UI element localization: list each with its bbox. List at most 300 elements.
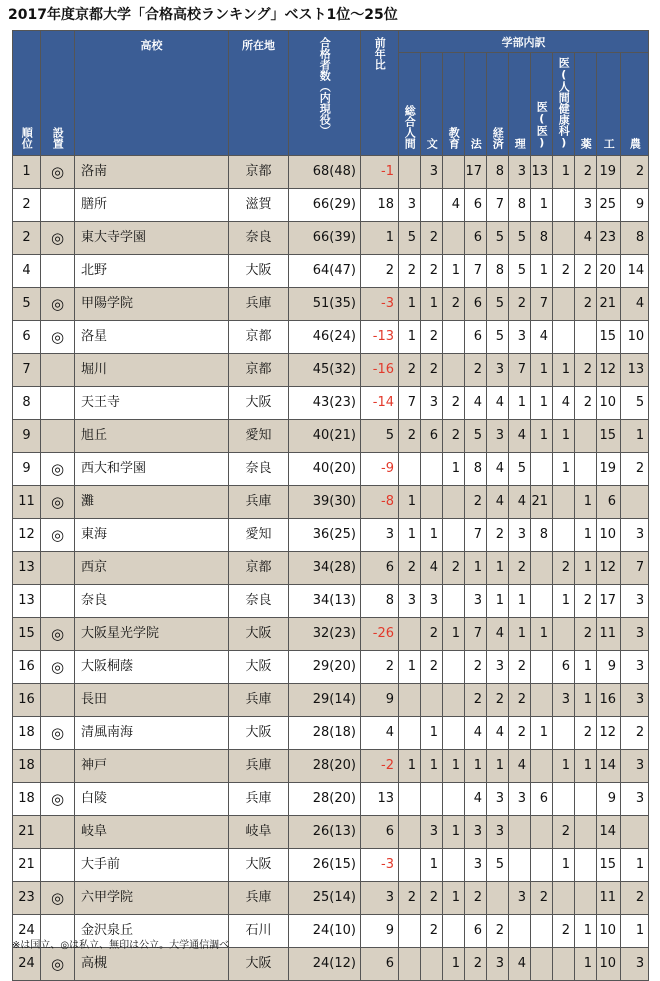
- faculty-count-cell: 5: [487, 849, 509, 882]
- faculty-count-cell: 2: [399, 255, 421, 288]
- faculty-count-cell: 23: [597, 222, 621, 255]
- prev-cell: -16: [361, 354, 399, 387]
- faculty-count-cell: 3: [399, 585, 421, 618]
- faculty-count-cell: 1: [487, 585, 509, 618]
- faculty-count-cell: 2: [465, 882, 487, 915]
- passed-cell: 45(32): [289, 354, 361, 387]
- faculty-count-cell: 1: [531, 189, 553, 222]
- faculty-count-cell: 2: [509, 684, 531, 717]
- location-cell: 兵庫: [229, 882, 289, 915]
- faculty-count-cell: 2: [553, 552, 575, 585]
- faculty-count-cell: 2: [465, 948, 487, 981]
- faculty-count-cell: [443, 717, 465, 750]
- faculty-count-cell: 3: [509, 156, 531, 189]
- faculty-count-cell: 4: [465, 717, 487, 750]
- table-row: [13, 849, 649, 882]
- faculty-count-cell: 1: [421, 717, 443, 750]
- passed-cell: 34(13): [289, 585, 361, 618]
- location-cell: 滋賀: [229, 189, 289, 222]
- faculty-count-cell: 2: [575, 717, 597, 750]
- faculty-count-cell: 2: [421, 651, 443, 684]
- faculty-count-cell: 3: [621, 519, 649, 552]
- faculty-count-cell: 1: [421, 519, 443, 552]
- school-cell: 大阪桐蔭: [75, 651, 229, 684]
- faculty-count-cell: 1: [575, 915, 597, 948]
- faculty-count-cell: 3: [509, 882, 531, 915]
- table-row: [13, 321, 649, 354]
- location-cell: 大阪: [229, 255, 289, 288]
- faculty-count-cell: 17: [597, 585, 621, 618]
- faculty-count-cell: 4: [553, 387, 575, 420]
- faculty-count-cell: 14: [597, 816, 621, 849]
- faculty-count-cell: 8: [465, 453, 487, 486]
- rank-cell: 18: [13, 783, 41, 816]
- prev-cell: 13: [361, 783, 399, 816]
- faculty-count-cell: 3: [465, 849, 487, 882]
- passed-cell: 40(20): [289, 453, 361, 486]
- faculty-count-cell: 2: [621, 717, 649, 750]
- setchi-cell: [41, 585, 75, 618]
- prev-cell: -1: [361, 156, 399, 189]
- setchi-cell: [41, 750, 75, 783]
- faculty-count-cell: 1: [531, 618, 553, 651]
- faculty-count-cell: 2: [421, 255, 443, 288]
- faculty-count-cell: 1: [421, 849, 443, 882]
- faculty-count-cell: 6: [531, 783, 553, 816]
- prev-cell: -3: [361, 849, 399, 882]
- setchi-cell: ◎: [41, 717, 75, 750]
- faculty-count-cell: 7: [621, 552, 649, 585]
- faculty-count-cell: 8: [531, 222, 553, 255]
- faculty-count-cell: 2: [575, 387, 597, 420]
- faculty-count-cell: [553, 519, 575, 552]
- faculty-count-cell: 3: [421, 816, 443, 849]
- faculty-count-cell: 8: [621, 222, 649, 255]
- faculty-count-cell: [421, 189, 443, 222]
- faculty-count-cell: [399, 948, 421, 981]
- faculty-count-cell: 3: [487, 420, 509, 453]
- faculty-count-cell: [399, 717, 421, 750]
- faculty-count-cell: 2: [531, 882, 553, 915]
- location-cell: 京都: [229, 354, 289, 387]
- location-cell: 兵庫: [229, 783, 289, 816]
- faculty-count-cell: 13: [621, 354, 649, 387]
- prev-cell: 3: [361, 882, 399, 915]
- faculty-count-cell: 2: [575, 585, 597, 618]
- prev-cell: 18: [361, 189, 399, 222]
- faculty-count-cell: [399, 156, 421, 189]
- prev-cell: 1: [361, 222, 399, 255]
- faculty-count-cell: 1: [575, 552, 597, 585]
- header-location: 所在地: [229, 31, 289, 156]
- faculty-count-cell: [531, 816, 553, 849]
- faculty-count-cell: [553, 222, 575, 255]
- school-cell: 堀川: [75, 354, 229, 387]
- faculty-count-cell: 5: [509, 255, 531, 288]
- faculty-count-cell: 3: [509, 783, 531, 816]
- faculty-count-cell: 17: [465, 156, 487, 189]
- faculty-count-cell: 1: [553, 453, 575, 486]
- faculty-count-cell: 7: [465, 618, 487, 651]
- faculty-count-cell: 4: [465, 783, 487, 816]
- faculty-count-cell: [399, 684, 421, 717]
- passed-cell: 29(14): [289, 684, 361, 717]
- faculty-count-cell: [553, 882, 575, 915]
- location-cell: 石川: [229, 915, 289, 948]
- faculty-count-cell: 6: [597, 486, 621, 519]
- faculty-count-cell: 20: [597, 255, 621, 288]
- faculty-count-cell: 7: [531, 288, 553, 321]
- school-cell: 天王寺: [75, 387, 229, 420]
- faculty-count-cell: 12: [597, 552, 621, 585]
- location-cell: 兵庫: [229, 486, 289, 519]
- school-cell: 白陵: [75, 783, 229, 816]
- faculty-count-cell: [531, 915, 553, 948]
- faculty-count-cell: 4: [421, 552, 443, 585]
- faculty-count-cell: 10: [597, 519, 621, 552]
- setchi-cell: [41, 552, 75, 585]
- school-cell: 六甲学院: [75, 882, 229, 915]
- faculty-count-cell: 1: [443, 882, 465, 915]
- passed-cell: 66(39): [289, 222, 361, 255]
- faculty-count-cell: 2: [399, 420, 421, 453]
- faculty-count-cell: [443, 354, 465, 387]
- school-cell: 奈良: [75, 585, 229, 618]
- setchi-cell: ◎: [41, 618, 75, 651]
- passed-cell: 51(35): [289, 288, 361, 321]
- faculty-count-cell: 2: [443, 552, 465, 585]
- faculty-count-cell: 2: [465, 486, 487, 519]
- prev-cell: 2: [361, 255, 399, 288]
- faculty-count-cell: 4: [465, 387, 487, 420]
- faculty-count-cell: 2: [465, 684, 487, 717]
- rank-cell: 24: [13, 948, 41, 981]
- school-cell: 甲陽学院: [75, 288, 229, 321]
- location-cell: 岐阜: [229, 816, 289, 849]
- faculty-count-cell: 4: [443, 189, 465, 222]
- passed-cell: 36(25): [289, 519, 361, 552]
- rank-cell: 2: [13, 189, 41, 222]
- prev-cell: 3: [361, 519, 399, 552]
- faculty-count-cell: 2: [487, 519, 509, 552]
- faculty-count-cell: [509, 816, 531, 849]
- faculty-count-cell: 3: [509, 321, 531, 354]
- passed-cell: 26(13): [289, 816, 361, 849]
- table-row: [13, 651, 649, 684]
- faculty-count-cell: [399, 849, 421, 882]
- header-prev: 前年比: [361, 31, 399, 156]
- table-row: [13, 552, 649, 585]
- faculty-count-cell: 2: [575, 354, 597, 387]
- header-faculty: 工: [597, 53, 621, 156]
- location-cell: 大阪: [229, 849, 289, 882]
- faculty-count-cell: 2: [575, 618, 597, 651]
- faculty-count-cell: 1: [621, 915, 649, 948]
- faculty-count-cell: [531, 453, 553, 486]
- faculty-count-cell: 10: [597, 915, 621, 948]
- passed-cell: 24(12): [289, 948, 361, 981]
- prev-cell: 6: [361, 948, 399, 981]
- faculty-count-cell: 14: [597, 750, 621, 783]
- faculty-count-cell: 4: [487, 387, 509, 420]
- location-cell: 京都: [229, 321, 289, 354]
- school-cell: 大手前: [75, 849, 229, 882]
- faculty-count-cell: 4: [509, 750, 531, 783]
- passed-cell: 34(28): [289, 552, 361, 585]
- faculty-count-cell: 6: [421, 420, 443, 453]
- prev-cell: 5: [361, 420, 399, 453]
- school-cell: 洛星: [75, 321, 229, 354]
- faculty-count-cell: 1: [443, 750, 465, 783]
- header-faculty: 法: [465, 53, 487, 156]
- faculty-count-cell: [553, 486, 575, 519]
- faculty-count-cell: 2: [465, 651, 487, 684]
- prev-cell: -9: [361, 453, 399, 486]
- school-cell: 東大寺学園: [75, 222, 229, 255]
- faculty-count-cell: 2: [487, 915, 509, 948]
- faculty-count-cell: 1: [443, 816, 465, 849]
- faculty-count-cell: [421, 783, 443, 816]
- faculty-count-cell: 5: [621, 387, 649, 420]
- faculty-count-cell: 2: [465, 354, 487, 387]
- table-row: [13, 717, 649, 750]
- faculty-count-cell: 4: [509, 420, 531, 453]
- rank-cell: 23: [13, 882, 41, 915]
- faculty-count-cell: 3: [553, 684, 575, 717]
- faculty-count-cell: 7: [399, 387, 421, 420]
- faculty-count-cell: 1: [465, 750, 487, 783]
- faculty-count-cell: 5: [399, 222, 421, 255]
- passed-cell: 28(18): [289, 717, 361, 750]
- faculty-count-cell: [553, 288, 575, 321]
- rank-cell: 13: [13, 585, 41, 618]
- faculty-count-cell: 2: [621, 156, 649, 189]
- faculty-count-cell: 3: [487, 651, 509, 684]
- faculty-count-cell: 2: [421, 354, 443, 387]
- faculty-count-cell: 3: [465, 816, 487, 849]
- school-cell: 西大和学園: [75, 453, 229, 486]
- faculty-count-cell: [421, 684, 443, 717]
- faculty-count-cell: 6: [465, 915, 487, 948]
- passed-cell: 43(23): [289, 387, 361, 420]
- table-header: [13, 31, 649, 156]
- rank-cell: 6: [13, 321, 41, 354]
- prev-cell: -14: [361, 387, 399, 420]
- page-title: 2017年度京都大学「合格高校ランキング」ベスト1位〜25位: [8, 7, 398, 23]
- rank-cell: 4: [13, 255, 41, 288]
- faculty-count-cell: 4: [487, 618, 509, 651]
- faculty-count-cell: 1: [621, 420, 649, 453]
- header-faculty: 医(医): [531, 53, 553, 156]
- faculty-count-cell: 9: [597, 651, 621, 684]
- faculty-count-cell: 1: [399, 519, 421, 552]
- setchi-cell: [41, 255, 75, 288]
- faculty-count-cell: 1: [575, 948, 597, 981]
- faculty-count-cell: 2: [553, 255, 575, 288]
- passed-cell: 26(15): [289, 849, 361, 882]
- faculty-count-cell: 12: [597, 717, 621, 750]
- faculty-count-cell: 4: [509, 486, 531, 519]
- location-cell: 兵庫: [229, 750, 289, 783]
- faculty-count-cell: 25: [597, 189, 621, 222]
- faculty-count-cell: 3: [621, 585, 649, 618]
- faculty-count-cell: 11: [597, 618, 621, 651]
- rank-cell: 13: [13, 552, 41, 585]
- faculty-count-cell: [443, 585, 465, 618]
- setchi-cell: ◎: [41, 321, 75, 354]
- passed-cell: 66(29): [289, 189, 361, 222]
- faculty-count-cell: 3: [621, 684, 649, 717]
- location-cell: 愛知: [229, 519, 289, 552]
- faculty-count-cell: [531, 552, 553, 585]
- faculty-count-cell: [553, 189, 575, 222]
- location-cell: 兵庫: [229, 288, 289, 321]
- header-faculty: 医(人間健康科): [553, 53, 575, 156]
- setchi-cell: [41, 849, 75, 882]
- faculty-count-cell: 2: [509, 717, 531, 750]
- rank-cell: 11: [13, 486, 41, 519]
- faculty-count-cell: 1: [443, 948, 465, 981]
- faculty-count-cell: [553, 717, 575, 750]
- faculty-count-cell: 6: [465, 189, 487, 222]
- faculty-count-cell: [531, 684, 553, 717]
- setchi-cell: ◎: [41, 651, 75, 684]
- faculty-count-cell: 3: [487, 948, 509, 981]
- faculty-count-cell: 3: [621, 750, 649, 783]
- passed-cell: 32(23): [289, 618, 361, 651]
- rank-cell: 9: [13, 420, 41, 453]
- prev-cell: 2: [361, 651, 399, 684]
- faculty-count-cell: 5: [509, 222, 531, 255]
- table-row: [13, 255, 649, 288]
- faculty-count-cell: 3: [575, 189, 597, 222]
- faculty-count-cell: 8: [487, 255, 509, 288]
- setchi-cell: ◎: [41, 948, 75, 981]
- faculty-count-cell: 1: [531, 717, 553, 750]
- school-cell: 西京: [75, 552, 229, 585]
- faculty-count-cell: 1: [421, 288, 443, 321]
- prev-cell: 8: [361, 585, 399, 618]
- faculty-count-cell: 2: [443, 387, 465, 420]
- rank-cell: 21: [13, 816, 41, 849]
- header-setchi: 設置: [41, 31, 75, 156]
- rank-cell: 16: [13, 651, 41, 684]
- school-cell: 洛南: [75, 156, 229, 189]
- passed-cell: 68(48): [289, 156, 361, 189]
- table-row: [13, 585, 649, 618]
- faculty-count-cell: [443, 222, 465, 255]
- rank-cell: 18: [13, 750, 41, 783]
- location-cell: 奈良: [229, 585, 289, 618]
- table-row: [13, 387, 649, 420]
- faculty-count-cell: 13: [531, 156, 553, 189]
- faculty-count-cell: 8: [531, 519, 553, 552]
- header-faculty: 総合人間: [399, 53, 421, 156]
- faculty-count-cell: 1: [443, 453, 465, 486]
- faculty-count-cell: 1: [575, 519, 597, 552]
- header-faculty: 教育: [443, 53, 465, 156]
- faculty-count-cell: 3: [465, 585, 487, 618]
- school-cell: 神戸: [75, 750, 229, 783]
- prev-cell: -3: [361, 288, 399, 321]
- faculty-count-cell: 1: [531, 387, 553, 420]
- faculty-count-cell: [575, 816, 597, 849]
- table-row: [13, 783, 649, 816]
- faculty-count-cell: 2: [509, 651, 531, 684]
- table-body: [13, 156, 649, 981]
- faculty-count-cell: [531, 750, 553, 783]
- school-cell: 高槻: [75, 948, 229, 981]
- prev-cell: 6: [361, 816, 399, 849]
- location-cell: 京都: [229, 156, 289, 189]
- faculty-count-cell: [443, 684, 465, 717]
- faculty-count-cell: 4: [487, 717, 509, 750]
- faculty-count-cell: 2: [421, 222, 443, 255]
- header-faculty: 薬: [575, 53, 597, 156]
- faculty-count-cell: 7: [465, 255, 487, 288]
- passed-cell: 39(30): [289, 486, 361, 519]
- faculty-count-cell: 7: [487, 189, 509, 222]
- table-row: [13, 486, 649, 519]
- ranking-table: [12, 30, 649, 981]
- faculty-count-cell: 9: [621, 189, 649, 222]
- faculty-count-cell: 1: [487, 552, 509, 585]
- table-row: [13, 420, 649, 453]
- faculty-count-cell: 1: [553, 585, 575, 618]
- faculty-count-cell: 1: [399, 288, 421, 321]
- header-school: 高校: [75, 31, 229, 156]
- faculty-count-cell: 2: [421, 915, 443, 948]
- setchi-cell: ◎: [41, 519, 75, 552]
- faculty-count-cell: 6: [465, 321, 487, 354]
- faculty-count-cell: [443, 321, 465, 354]
- faculty-count-cell: 5: [509, 453, 531, 486]
- faculty-count-cell: [509, 849, 531, 882]
- faculty-count-cell: [553, 948, 575, 981]
- faculty-count-cell: 21: [531, 486, 553, 519]
- faculty-count-cell: 3: [487, 783, 509, 816]
- rank-cell: 24: [13, 915, 41, 948]
- table-row: [13, 750, 649, 783]
- header-faculty: 理: [509, 53, 531, 156]
- passed-cell: 29(20): [289, 651, 361, 684]
- faculty-count-cell: 9: [597, 783, 621, 816]
- passed-cell: 46(24): [289, 321, 361, 354]
- setchi-cell: ◎: [41, 453, 75, 486]
- faculty-count-cell: [531, 651, 553, 684]
- faculty-count-cell: [553, 321, 575, 354]
- faculty-count-cell: 1: [575, 651, 597, 684]
- faculty-count-cell: [509, 915, 531, 948]
- faculty-count-cell: [553, 783, 575, 816]
- faculty-count-cell: 1: [443, 255, 465, 288]
- faculty-count-cell: 1: [553, 420, 575, 453]
- faculty-count-cell: 2: [421, 882, 443, 915]
- setchi-cell: [41, 816, 75, 849]
- faculty-count-cell: 1: [421, 750, 443, 783]
- table-row: [13, 453, 649, 486]
- faculty-count-cell: 2: [421, 618, 443, 651]
- faculty-count-cell: 2: [399, 882, 421, 915]
- faculty-count-cell: [621, 816, 649, 849]
- faculty-count-cell: 5: [465, 420, 487, 453]
- prev-cell: 6: [361, 552, 399, 585]
- faculty-count-cell: [575, 849, 597, 882]
- prev-cell: -2: [361, 750, 399, 783]
- table-row: [13, 222, 649, 255]
- faculty-count-cell: 3: [487, 354, 509, 387]
- location-cell: 愛知: [229, 420, 289, 453]
